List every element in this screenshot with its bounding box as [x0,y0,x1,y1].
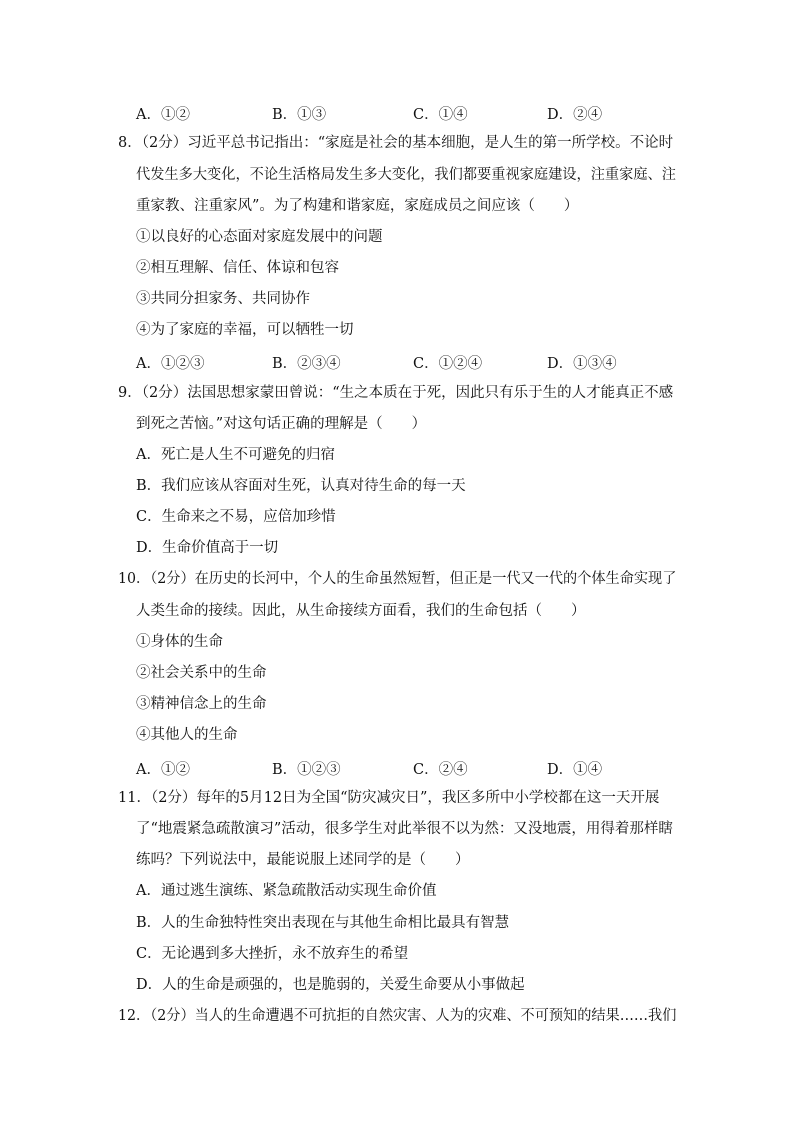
q9-stem-line-2: 到死之苦恼。”对这句话正确的理解是（ ） [136,416,427,432]
option-a: A．①② [136,107,190,123]
q9-option-b: B．我们应该从容面对生死，认真对待生命的每一天 [136,478,466,494]
q8-item-2: ②相互理解、信任、体谅和包容 [136,260,339,276]
q10-item-4: ④其他人的生命 [136,727,238,743]
q10-item-1: ①身体的生命 [136,634,223,650]
q11-stem-line-1: 11．（2分）每年的5月12日为全国“防灾减灾日”，我区多所中小学校都在这一天开展 [118,790,660,806]
q9-option-a: A．死亡是人生不可避免的归宿 [136,447,335,463]
q10-item-3: ③精神信念上的生命 [136,696,267,712]
q11-stem-line-3: 练吗？下列说法中，最能说服上述同学的是（ ） [136,852,470,868]
q11-option-c: C．无论遇到多大挫折，永不放弃生的希望 [136,946,409,962]
q11-option-a: A．通过逃生演练、紧急疏散活动实现生命价值 [136,883,437,899]
q11-option-d: D．人的生命是顽强的，也是脆弱的，关爱生命要从小事做起 [136,977,525,993]
option-c: C．②④ [413,762,468,778]
prev-question-options [136,103,696,121]
option-d: D．①④ [547,762,603,778]
option-a: A．①② [136,762,190,778]
option-d: D．①③④ [547,356,617,372]
q9-option-d: D．生命价值高于一切 [136,540,279,556]
q8-stem-line-1: 8．（2分）习近平总书记指出：“家庭是社会的基本细胞，是人生的第一所学校。不论时 [118,135,674,151]
option-c: C．①②④ [413,356,483,372]
option-b: B．①②③ [272,762,341,778]
option-b: B．②③④ [272,356,341,372]
q8-item-3: ③共同分担家务、共同协作 [136,291,310,307]
q11-option-b: B．人的生命独特性突出表现在与其他生命相比最具有智慧 [136,915,510,931]
q10-item-2: ②社会关系中的生命 [136,665,267,681]
q10-options [136,758,696,776]
q10-stem-line-2: 人类生命的接续。因此，从生命接续方面看，我们的生命包括（ ） [136,603,586,619]
option-c: C．①④ [413,107,468,123]
q8-stem-line-2: 代发生多大变化，不论生活格局发生多大变化，我们都要重视家庭建设，注重家庭、注 [136,167,676,183]
q8-item-4: ④为了家庭的幸福，可以牺牲一切 [136,322,354,338]
option-b: B．①③ [272,107,327,123]
option-d: D．②④ [547,107,603,123]
q12-stem-line-1: 12．（2分）当人的生命遭遇不可抗拒的自然灾害、人为的灾难、不可预知的结果……我们 [118,1008,677,1024]
q9-stem-line-1: 9．（2分）法国思想家蒙田曾说：“生之本质在于死，因此只有乐于生的人才能真正不感 [118,385,674,401]
q8-item-1: ①以良好的心态面对家庭发展中的问题 [136,229,383,245]
q11-stem-line-2: 了“地震紧急疏散演习”活动，很多学生对此举很不以为然：又没地震，用得着那样瞎 [136,821,673,837]
q9-option-c: C．生命来之不易，应倍加珍惜 [136,509,336,525]
q10-stem-line-1: 10．（2分）在历史的长河中，个人的生命虽然短暂，但正是一代又一代的个体生命实现了 [118,571,677,587]
q8-options [136,352,696,370]
option-a: A．①②③ [136,356,205,372]
q8-stem-line-3: 重家教、注重家风”。为了构建和谐家庭，家庭成员之间应该（ ） [136,198,579,214]
